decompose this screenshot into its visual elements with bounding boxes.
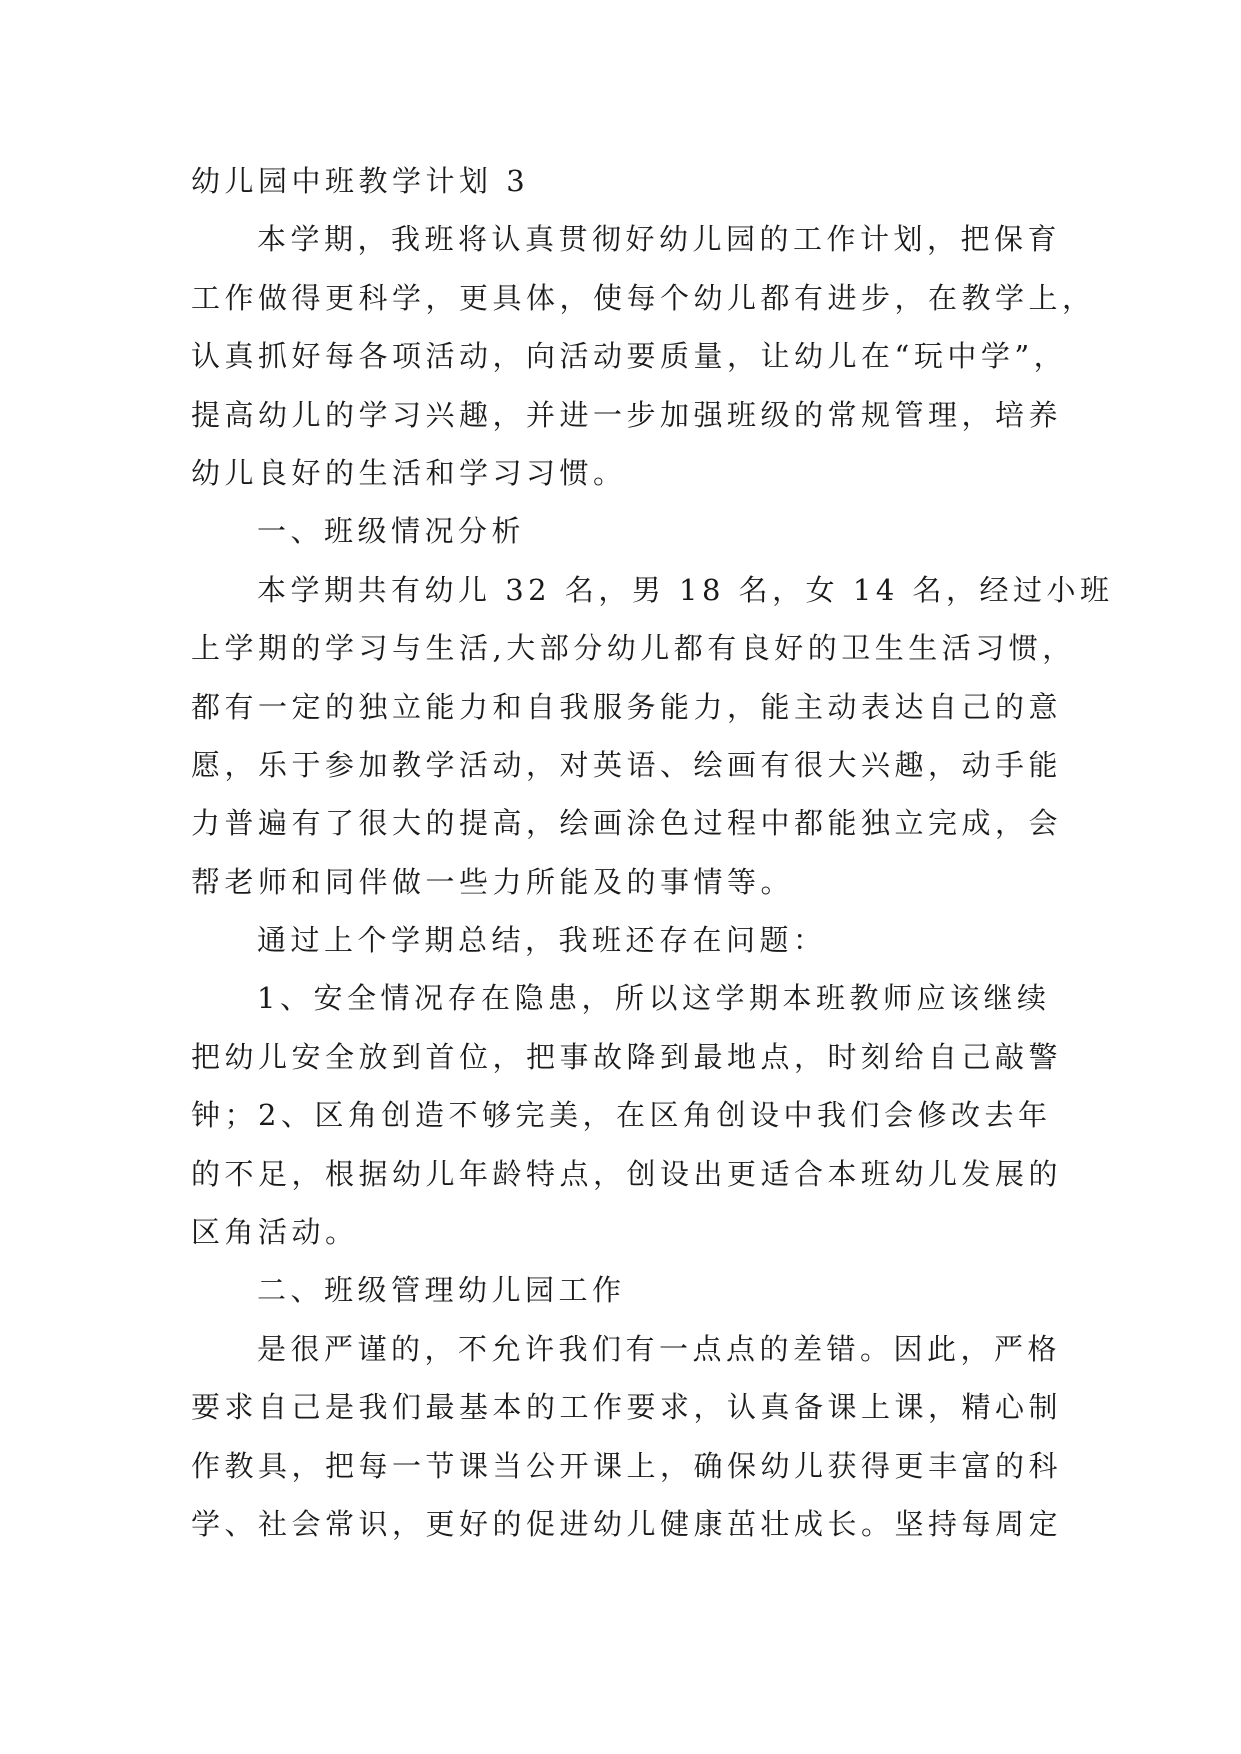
section1-line: 愿，乐于参加教学活动，对英语、绘画有很大兴趣，动手能 [191,747,1063,782]
problems-line: 的不足，根据幼儿年龄特点，创设出更适合本班幼儿发展的 [191,1156,1063,1191]
intro-line: 提高幼儿的学习兴趣，并进一步加强班级的常规管理，培养 [191,397,1063,432]
section2-line: 是很严谨的，不允许我们有一点点的差错。因此，严格 [257,1331,1062,1366]
section2-line: 要求自己是我们最基本的工作要求，认真备课上课，精心制 [191,1390,1063,1425]
section2-line: 作教具，把每一节课当公开课上，确保幼儿获得更丰富的科 [191,1448,1063,1483]
section1-line: 力普遍有了很大的提高，绘画涂色过程中都能独立完成，会 [191,806,1063,841]
section1-heading: 一、班级情况分析 [257,514,526,549]
intro-line: 幼儿良好的生活和学习习惯。 [191,455,627,490]
section1-line: 本学期共有幼儿 32 名，男 18 名，女 14 名，经过小班 [257,572,1114,607]
problems-intro: 通过上个学期总结，我班还存在问题： [257,923,827,958]
section1-line: 帮老师和同伴做一些力所能及的事情等。 [191,864,795,899]
section2-heading: 二、班级管理幼儿园工作 [257,1273,626,1308]
intro-line: 工作做得更科学，更具体，使每个幼儿都有进步，在教学上， [191,280,1096,315]
document-title: 幼儿园中班教学计划 3 [191,164,530,198]
section2-line: 学、社会常识，更好的促进幼儿健康茁壮成长。坚持每周定 [191,1506,1063,1541]
document-body [191,152,1114,1553]
section1-line: 都有一定的独立能力和自我服务能力，能主动表达自己的意 [191,689,1063,724]
intro-line: 本学期，我班将认真贯彻好幼儿园的工作计划，把保育 [257,222,1062,257]
problems-line: 1、安全情况存在隐患，所以这学期本班教师应该继续 [257,981,1051,1016]
problems-line: 区角活动。 [191,1215,359,1250]
intro-line: 认真抓好每各项活动，向活动要质量，让幼儿在“玩中学”， [191,339,1068,374]
section1-line: 上学期的学习与生活,大部分幼儿都有良好的卫生生活习惯， [191,631,1076,666]
problems-line: 把幼儿安全放到首位，把事故降到最地点，时刻给自己敲警 [191,1039,1063,1074]
problems-line: 钟；2、区角创造不够完美，在区角创设中我们会修改去年 [191,1098,1052,1133]
